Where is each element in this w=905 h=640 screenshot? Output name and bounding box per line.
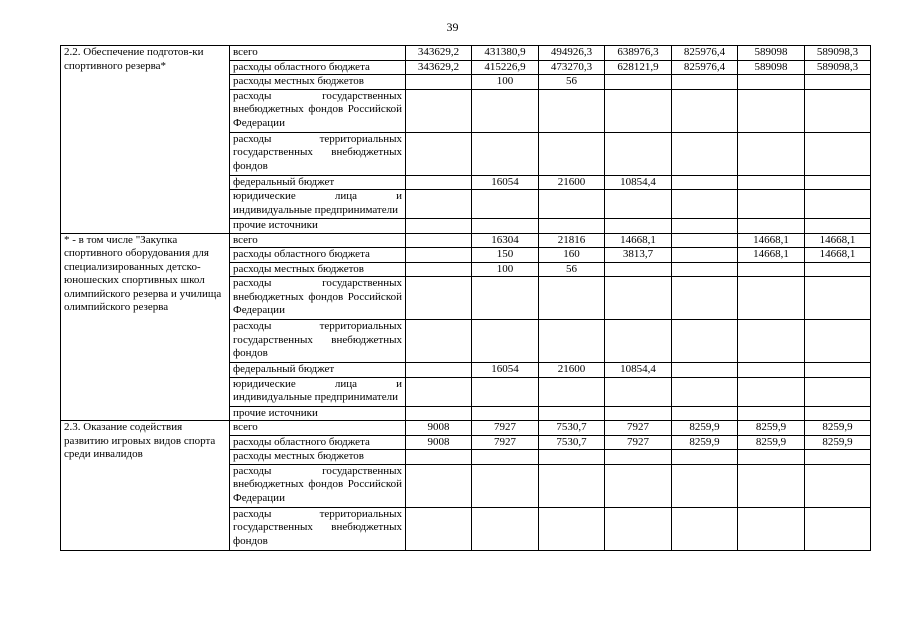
funding-source-cell: всего (230, 233, 406, 248)
funding-source-cell: всего (230, 46, 406, 61)
amount-cell (672, 89, 738, 132)
amount-cell (805, 262, 871, 277)
amount-cell (472, 190, 539, 219)
amount-cell (672, 377, 738, 406)
amount-cell: 473270,3 (539, 60, 605, 75)
amount-cell (472, 464, 539, 507)
amount-cell: 8259,9 (805, 421, 871, 436)
amount-cell (805, 363, 871, 378)
amount-cell (738, 450, 805, 465)
amount-cell (406, 190, 472, 219)
funding-source-cell: расходы государственных внебюджетных фондов Российской Федерации (230, 277, 406, 320)
amount-cell: 8259,9 (805, 435, 871, 450)
amount-cell: 589098,3 (805, 46, 871, 61)
amount-cell (738, 262, 805, 277)
amount-cell (472, 406, 539, 421)
amount-cell: 56 (539, 262, 605, 277)
amount-cell (406, 363, 472, 378)
amount-cell: 638976,3 (605, 46, 672, 61)
budget-table (60, 45, 871, 551)
amount-cell: 343629,2 (406, 60, 472, 75)
amount-cell: 21600 (539, 175, 605, 190)
amount-cell (672, 450, 738, 465)
amount-cell: 100 (472, 75, 539, 90)
amount-cell (805, 277, 871, 320)
amount-cell (605, 190, 672, 219)
amount-cell (406, 262, 472, 277)
funding-source-cell: расходы областного бюджета (230, 435, 406, 450)
amount-cell (805, 507, 871, 550)
amount-cell (805, 75, 871, 90)
amount-cell (805, 219, 871, 234)
amount-cell (672, 464, 738, 507)
funding-source-cell: расходы территориальных государственных внебюджетных фондов (230, 507, 406, 550)
amount-cell (738, 320, 805, 363)
amount-cell: 7927 (605, 421, 672, 436)
amount-cell: 100 (472, 262, 539, 277)
amount-cell: 16054 (472, 175, 539, 190)
amount-cell: 14668,1 (805, 233, 871, 248)
amount-cell (472, 219, 539, 234)
amount-cell: 14668,1 (738, 233, 805, 248)
amount-cell (605, 450, 672, 465)
amount-cell (672, 406, 738, 421)
amount-cell: 415226,9 (472, 60, 539, 75)
amount-cell: 589098 (738, 60, 805, 75)
funding-source-cell: расходы местных бюджетов (230, 262, 406, 277)
funding-source-cell: юридические лица и индивидуальные предприниматели (230, 377, 406, 406)
amount-cell (539, 190, 605, 219)
amount-cell (738, 190, 805, 219)
amount-cell: 628121,9 (605, 60, 672, 75)
amount-cell (672, 363, 738, 378)
amount-cell (406, 89, 472, 132)
amount-cell: 431380,9 (472, 46, 539, 61)
amount-cell: 7530,7 (539, 421, 605, 436)
funding-source-cell: расходы государственных внебюджетных фондов Российской Федерации (230, 464, 406, 507)
funding-source-cell: юридические лица и индивидуальные предприниматели (230, 190, 406, 219)
amount-cell: 9008 (406, 435, 472, 450)
amount-cell (605, 219, 672, 234)
amount-cell (672, 219, 738, 234)
amount-cell: 14668,1 (805, 248, 871, 263)
amount-cell (672, 277, 738, 320)
amount-cell: 7927 (472, 421, 539, 436)
amount-cell: 8259,9 (672, 435, 738, 450)
amount-cell (472, 377, 539, 406)
section-label: * - в том числе "Закупка спортивного оборудования для специализированных детско-юношеских спортивных школ олимпийского резерва и училища олимпийского резерва (61, 233, 230, 421)
section-label: 2.3. Оказание содействия развитию игровых видов спорта среди инвалидов (61, 421, 230, 551)
funding-source-cell: расходы областного бюджета (230, 60, 406, 75)
amount-cell (738, 507, 805, 550)
amount-cell (472, 507, 539, 550)
amount-cell (672, 233, 738, 248)
amount-cell (738, 277, 805, 320)
amount-cell (738, 377, 805, 406)
amount-cell: 16054 (472, 363, 539, 378)
amount-cell (472, 450, 539, 465)
amount-cell (406, 75, 472, 90)
amount-cell (605, 89, 672, 132)
section-label: 2.2. Обеспечение подготов-ки спортивного резерва* (61, 46, 230, 234)
amount-cell (539, 377, 605, 406)
funding-source-cell: расходы государственных внебюджетных фондов Российской Федерации (230, 89, 406, 132)
amount-cell: 494926,3 (539, 46, 605, 61)
page-number: 39 (446, 20, 459, 34)
amount-cell (406, 132, 472, 175)
amount-cell (805, 175, 871, 190)
amount-cell (539, 450, 605, 465)
amount-cell (605, 320, 672, 363)
amount-cell: 16304 (472, 233, 539, 248)
amount-cell (605, 406, 672, 421)
amount-cell: 7530,7 (539, 435, 605, 450)
amount-cell: 825976,4 (672, 46, 738, 61)
amount-cell: 825976,4 (672, 60, 738, 75)
amount-cell (605, 262, 672, 277)
amount-cell: 8259,9 (672, 421, 738, 436)
amount-cell: 589098,3 (805, 60, 871, 75)
amount-cell (805, 89, 871, 132)
amount-cell (472, 89, 539, 132)
amount-cell (539, 406, 605, 421)
amount-cell (406, 320, 472, 363)
funding-source-cell: расходы местных бюджетов (230, 75, 406, 90)
amount-cell (672, 262, 738, 277)
amount-cell: 9008 (406, 421, 472, 436)
amount-cell (406, 277, 472, 320)
table-row (61, 233, 871, 248)
amount-cell (605, 464, 672, 507)
amount-cell (805, 406, 871, 421)
amount-cell: 589098 (738, 46, 805, 61)
funding-source-cell: расходы местных бюджетов (230, 450, 406, 465)
funding-source-cell: прочие источники (230, 219, 406, 234)
amount-cell: 3813,7 (605, 248, 672, 263)
amount-cell (672, 75, 738, 90)
amount-cell: 8259,9 (738, 421, 805, 436)
amount-cell (406, 175, 472, 190)
amount-cell (406, 507, 472, 550)
amount-cell (738, 406, 805, 421)
amount-cell (738, 363, 805, 378)
amount-cell: 56 (539, 75, 605, 90)
amount-cell: 21816 (539, 233, 605, 248)
amount-cell (406, 233, 472, 248)
amount-cell (605, 277, 672, 320)
table-row (61, 46, 871, 61)
funding-source-cell: федеральный бюджет (230, 175, 406, 190)
amount-cell (738, 75, 805, 90)
amount-cell (406, 377, 472, 406)
amount-cell (605, 377, 672, 406)
funding-source-cell: расходы территориальных государственных внебюджетных фондов (230, 132, 406, 175)
funding-source-cell: расходы областного бюджета (230, 248, 406, 263)
funding-source-cell: всего (230, 421, 406, 436)
amount-cell (672, 175, 738, 190)
amount-cell: 21600 (539, 363, 605, 378)
amount-cell: 14668,1 (605, 233, 672, 248)
amount-cell (738, 464, 805, 507)
amount-cell (805, 450, 871, 465)
amount-cell (605, 75, 672, 90)
amount-cell (539, 464, 605, 507)
amount-cell (605, 507, 672, 550)
table-row (61, 421, 871, 436)
amount-cell (406, 450, 472, 465)
amount-cell: 8259,9 (738, 435, 805, 450)
amount-cell (805, 320, 871, 363)
amount-cell (605, 132, 672, 175)
funding-source-cell: прочие источники (230, 406, 406, 421)
amount-cell: 10854,4 (605, 363, 672, 378)
amount-cell (406, 464, 472, 507)
amount-cell (672, 248, 738, 263)
amount-cell: 160 (539, 248, 605, 263)
funding-source-cell: расходы территориальных государственных внебюджетных фондов (230, 320, 406, 363)
amount-cell (539, 507, 605, 550)
amount-cell: 343629,2 (406, 46, 472, 61)
amount-cell (406, 219, 472, 234)
amount-cell (738, 89, 805, 132)
amount-cell (805, 132, 871, 175)
amount-cell (672, 320, 738, 363)
amount-cell (406, 248, 472, 263)
amount-cell (539, 277, 605, 320)
amount-cell: 7927 (472, 435, 539, 450)
amount-cell (738, 219, 805, 234)
amount-cell (738, 132, 805, 175)
amount-cell (472, 320, 539, 363)
amount-cell (805, 464, 871, 507)
amount-cell: 10854,4 (605, 175, 672, 190)
amount-cell (539, 219, 605, 234)
amount-cell (406, 406, 472, 421)
amount-cell (472, 277, 539, 320)
funding-source-cell: федеральный бюджет (230, 363, 406, 378)
amount-cell (738, 175, 805, 190)
amount-cell (672, 132, 738, 175)
amount-cell (805, 377, 871, 406)
amount-cell (672, 507, 738, 550)
amount-cell (672, 190, 738, 219)
amount-cell: 14668,1 (738, 248, 805, 263)
amount-cell: 150 (472, 248, 539, 263)
amount-cell (805, 190, 871, 219)
amount-cell: 7927 (605, 435, 672, 450)
amount-cell (539, 132, 605, 175)
amount-cell (472, 132, 539, 175)
amount-cell (539, 320, 605, 363)
amount-cell (539, 89, 605, 132)
budget-table-body (61, 46, 871, 551)
